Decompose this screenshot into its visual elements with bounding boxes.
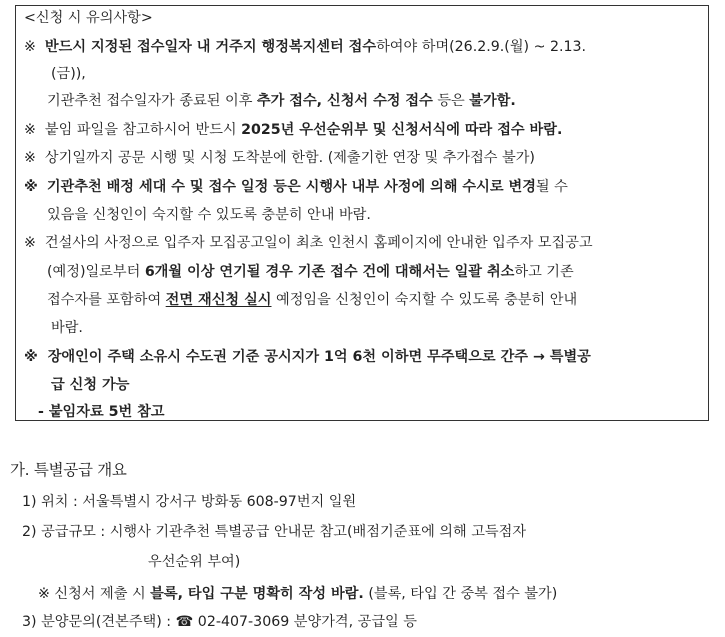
reference-mark: ※ xyxy=(24,179,38,195)
notice-item-1 xyxy=(24,37,586,57)
notice-item-5-line2 xyxy=(47,262,574,282)
overview-note xyxy=(38,584,557,604)
notice-item-6 xyxy=(24,347,591,367)
bold-text: 장애인이 주택 소유시 수도권 기준 공시지가 1억 6천 이하면 무주택으로 간주 → 특별공 xyxy=(47,349,591,365)
notice-item-4 xyxy=(24,177,568,197)
reference-mark: ※ xyxy=(38,586,50,602)
notice-item-5 xyxy=(24,233,593,253)
notice-item-6-ref: - 붙임자료 5번 참고 xyxy=(38,404,165,420)
text: 기관추천 접수일자가 종료된 이후 xyxy=(47,93,257,109)
text: 붙임 파일을 참고하시어 반드시 xyxy=(44,122,242,138)
text: 하고 기존 xyxy=(514,264,574,280)
reference-mark: ※ xyxy=(24,39,36,55)
underlined-bold-text: 전면 재신청 실시 xyxy=(165,292,272,308)
overview-inquiry xyxy=(22,612,417,632)
bold-text: 2025년 우선순위부 및 신청서식에 따라 접수 바람. xyxy=(241,122,563,138)
notice-heading: <신청 시 유의사항> xyxy=(24,10,153,26)
text: 될 수 xyxy=(535,179,568,195)
text: (블록, 타입 간 중복 접수 불가) xyxy=(363,586,558,602)
notice-item-1-cont: (금)), xyxy=(51,66,86,82)
bold-text: 6개월 이상 연기될 경우 기존 접수 건에 대해서는 일괄 취소 xyxy=(144,264,515,280)
bold-text: 불가함. xyxy=(469,93,516,109)
text: (예정)일로부터 xyxy=(47,264,145,280)
notice-item-5-line4: 바람. xyxy=(51,320,83,336)
text: 등은 xyxy=(432,93,470,109)
reference-mark: ※ xyxy=(24,349,38,365)
text: 02-407-3069 분양가격, 공급일 등 xyxy=(193,614,417,630)
reference-mark: ※ xyxy=(24,150,36,166)
notice-item-3 xyxy=(24,148,535,168)
bold-text: 추가 접수, 신청서 수정 접수 xyxy=(256,93,433,109)
notice-item-6-cont: 급 신청 가능 xyxy=(51,377,130,393)
text: 상기일까지 공문 시행 및 시청 도착분에 한함. (제출기한 연장 및 추가접수 불가) xyxy=(44,150,535,166)
text: 건설사의 사정으로 입주자 모집공고일이 최초 인천시 홈페이지에 안내한 입주자 모집공고 xyxy=(44,235,593,251)
notice-item-4-cont: 있음을 신청인이 숙지할 수 있도록 충분히 안내 바람. xyxy=(47,207,371,223)
notice-item-2 xyxy=(24,120,562,140)
reference-mark: ※ xyxy=(24,235,36,251)
bold-text: 블록, 타입 구분 명확히 작성 바람. xyxy=(150,586,364,602)
section-title: 가. 특별공급 개요 xyxy=(10,461,127,479)
text: 예정임을 신청인이 숙지할 수 있도록 충분히 안내 xyxy=(271,292,578,308)
overview-supply-size: 2) 공급규모 : 시행사 기관추천 특별공급 안내문 참고(배점기준표에 의해 고득점자 xyxy=(22,524,527,540)
text: 접수자를 포함하여 xyxy=(47,292,166,308)
phone-icon: ☎ xyxy=(175,614,194,630)
text: 신청서 제출 시 xyxy=(49,586,151,602)
bold-text: 기관추천 배정 세대 수 및 접수 일정 등은 시행사 내부 사정에 의해 수시로 변경 xyxy=(46,179,536,195)
text: 하여야 하며(26.2.9.(월) ~ 2.13. xyxy=(376,39,587,55)
notice-item-5-line3 xyxy=(47,290,577,310)
text: 3) 분양문의(견본주택) : xyxy=(22,614,176,630)
reference-mark: ※ xyxy=(24,122,36,138)
bold-text: 반드시 지정된 접수일자 내 거주지 행정복지센터 접수 xyxy=(44,39,377,55)
overview-supply-size-cont: 우선순위 부여) xyxy=(148,554,241,570)
notice-item-1-line3 xyxy=(47,91,516,111)
overview-location: 1) 위치 : 서울특별시 강서구 방화동 608-97번지 일원 xyxy=(22,494,357,510)
